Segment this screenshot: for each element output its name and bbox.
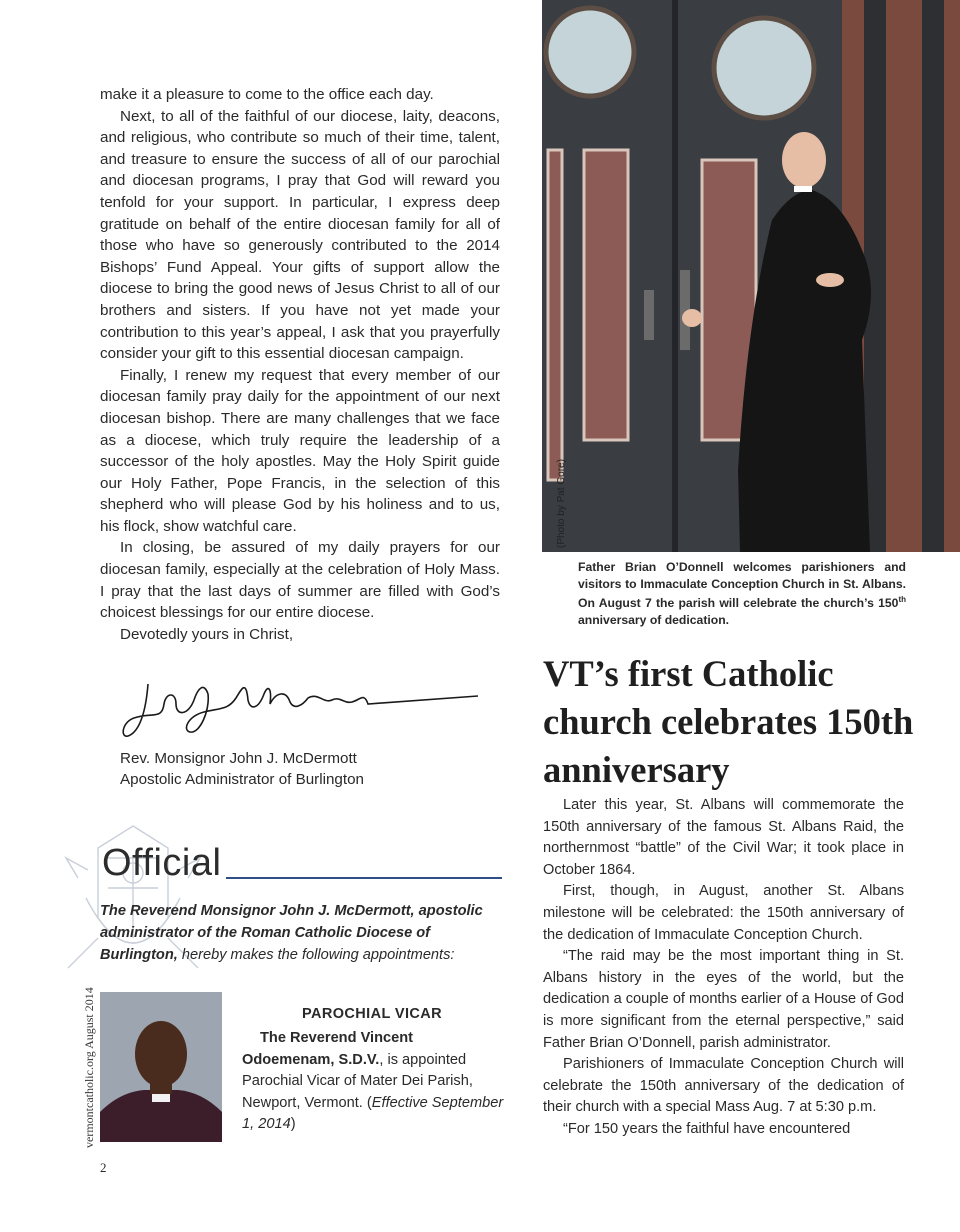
appointment-effective: Effective September 1, 2014 — [242, 1094, 504, 1132]
article-paragraph: Later this year, St. Albans will commemorate the 150th anniversary of the famous St. Albans Raid, the northernmost “battle” of the Civil War; it took place in October 1864. — [543, 797, 904, 878]
appointment-heading: PAROCHIAL VICAR — [302, 1006, 442, 1022]
official-intro-rest: hereby makes the following appointments: — [177, 947, 455, 963]
article-paragraph: Parishioners of Immaculate Conception Church will celebrate the 150th anniversary of the dedication of their church with a special Mass Aug. 7 at 5:30 p.m. — [543, 1056, 904, 1116]
article-paragraph: First, though, in August, another St. Albans milestone will be celebrated: the 150th anniversary of the dedication of Immaculate Conception Church. — [543, 883, 904, 943]
photo-caption — [578, 559, 906, 628]
official-heading: Official — [102, 842, 222, 884]
photo-credit: (Photo by Pat Gore) — [556, 459, 567, 548]
appointee-name: The Reverend Vincent Odoemenam, S.D.V. — [242, 1030, 414, 1068]
vicar-portrait-photo — [100, 992, 222, 1142]
letter-paragraph: Finally, I renew my request that every member of our diocesan family pray daily for the appointment of our next diocesan bishop. There are many challenges that we face as a diocese, which truly require the leadership of a successor of the holy apostles. May the Holy Spirit guide our Holy Father, Pope Francis, in the selection of this shepherd who will please God by his holiness and to us, his flock, show watchful care. — [100, 366, 500, 535]
caption-main: Father Brian O’Donnell welcomes parishioners and visitors to Immaculate Conception Church in St. Albans. On August 7 the parish will celebrate the church’s 150 — [578, 560, 906, 611]
letter-paragraph: In closing, be assured of my daily prayers for our diocesan family, especially at the celebration of Holy Mass. I pray that the last days of summer are filled with God’s choicest blessings for our entire diocese. — [100, 539, 500, 622]
article-paragraph: “For 150 years the faithful have encountered — [563, 1120, 851, 1137]
caption-end: anniversary of dedication. — [578, 612, 730, 627]
appointment-close: ) — [290, 1116, 296, 1132]
page-number: 2 — [100, 1160, 107, 1175]
letter-paragraph: make it a pleasure to come to the office each day. — [100, 86, 434, 103]
letter-paragraph: Devotedly yours in Christ, — [120, 625, 294, 643]
letter-paragraph: Next, to all of the faithful of our diocese, laity, deacons, and religious, who contribute so much of their time, talent, and treasure to ensure the success of all of our parochial and diocesan programs, I pray that God will reward you tenfold for your support. In particular, I express deep gratitude on behalf of the entire diocesan family for all of those who have so generously contributed to the 2014 Bishops’ Fund Appeal. Your gifts of support allow the diocese to bring the good news of Jesus Christ to all of our brothers and sisters. If you have not yet made your contribution to this year’s appeal, I ask that you prayerfully consider your gift to this essential diocesan campaign. — [100, 107, 500, 363]
church-doors-photo — [542, 0, 960, 552]
signature-block — [120, 748, 364, 790]
caption-superscript: th — [898, 595, 906, 604]
appointment-text — [242, 1028, 504, 1136]
appointment-body: , is appointed Parochial Vicar of Mater Dei Parish, Newport, Vermont. ( — [242, 1051, 473, 1111]
article-paragraph: “The raid may be the most important thing in St. Albans history in the eyes of the world, but the dedication a couple of months earlier of a House of God is more significant from the eternal perspective,” said Father Brian O’Donnell, parish administrator. — [543, 948, 905, 1051]
handwritten-signature — [118, 670, 478, 750]
official-intro — [100, 900, 502, 966]
article-body — [543, 795, 904, 1141]
side-publication-info: vermontcatholic.org August 2014 — [82, 987, 96, 1148]
official-intro-bold: The Reverend Monsignor John J. McDermott, apostolic administrator of the Roman Catholic Diocese of Burlington, — [100, 903, 483, 963]
signer-title: Apostolic Administrator of Burlington — [120, 771, 364, 788]
signer-name: Rev. Monsignor John J. McDermott — [120, 750, 357, 767]
letter-body — [100, 84, 500, 645]
official-divider — [226, 877, 502, 879]
article-headline: VT’s first Catholic church celebrates 150th anniversary — [543, 653, 914, 790]
